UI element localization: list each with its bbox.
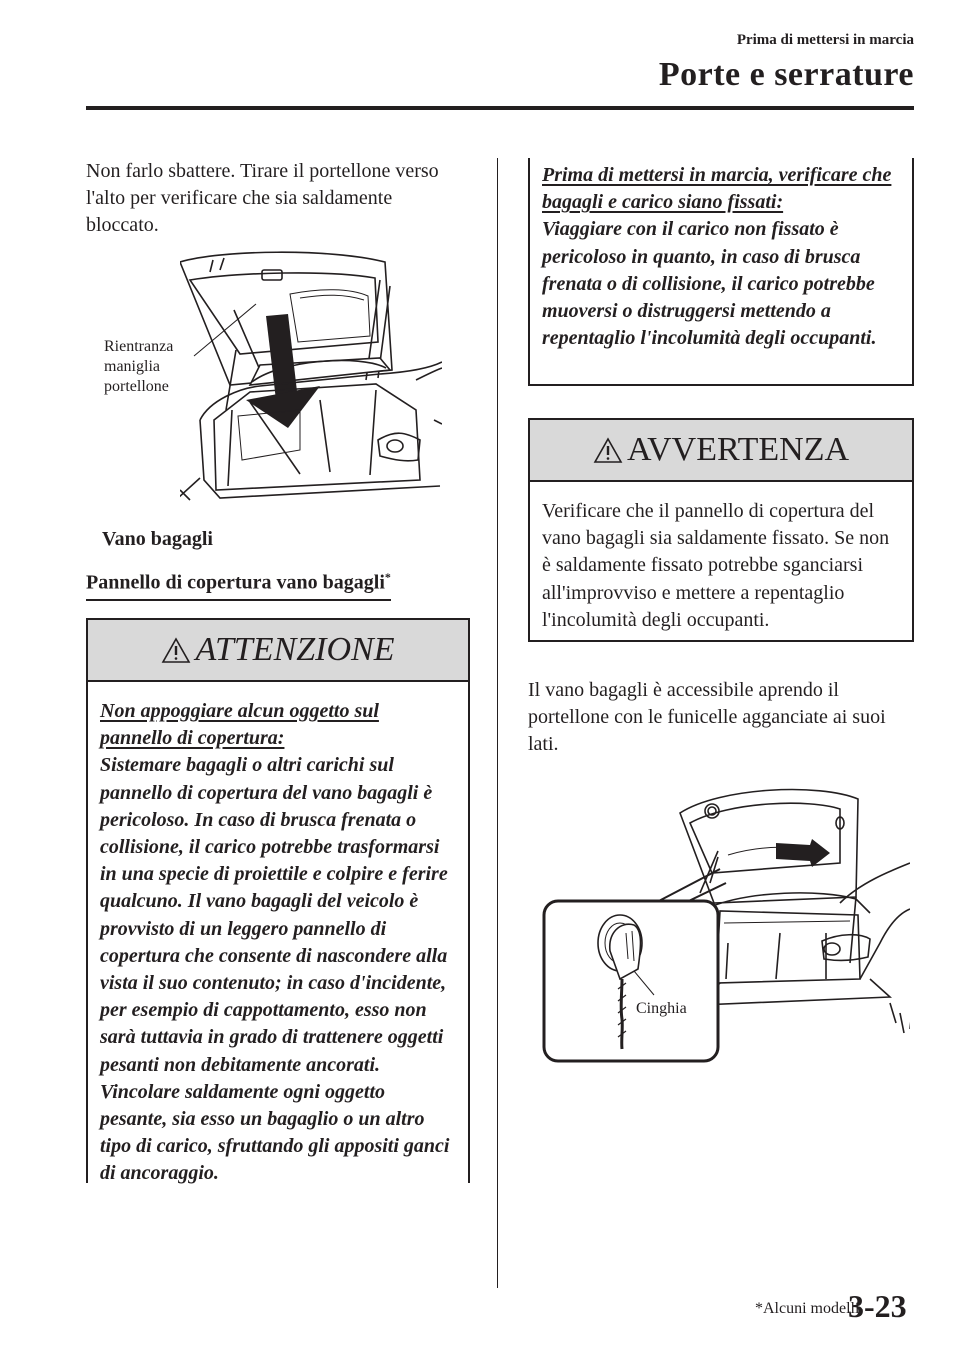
caution-title: ATTENZIONE: [195, 631, 395, 668]
footnote: *Alcuni modelli.: [755, 1300, 864, 1317]
label-line: portellone: [104, 378, 169, 395]
page-number: 3-23: [848, 1288, 907, 1324]
warning-title: AVVERTENZA: [626, 431, 850, 468]
liftgate-strap-illustration: [540, 783, 910, 1065]
label-leader-line: [190, 300, 260, 360]
warning-text: Verificare che il pannello di copertura del vano bagagli sia saldamente fissato. Se non è saldamente fissato potrebbe sganciarsi all'improvviso e mettere a repentaglio l'incolumità degli occupanti.: [542, 500, 890, 631]
page-title: Porte e serrature: [658, 56, 914, 93]
subheading: [86, 570, 391, 601]
warning-triangle-icon: [593, 436, 623, 464]
label-line: maniglia: [104, 358, 160, 375]
caution-text: Sistemare bagagli o altri carichi sul pannello di copertura del vano bagagli è pericoloso. In caso di brusca frenata o collisione, il carico potrebbe trasformarsi in una specie di proiettile e colpire e ferire qualcuno. Il vano bagagli del veicolo è provvisto di un leggero pannello di copertura che consente di nascondere alla vista il suo contenuto; in caso d'incidente, per esempio di cappottamento, esso non sarà tuttavia in grado di trattenere oggetti pesanti non debitamente ancorati. Vincolare saldamente ogni oggetto pesante, sia esso un bagaglio o un altro tipo di carico, sfruttando gli appositi ganci di ancoraggio.: [100, 754, 450, 1185]
figure-label-handle-recess: [104, 337, 173, 397]
warning-body: [530, 482, 912, 644]
intro-paragraph: Non farlo sbattere. Tirare il portellone verso l'alto per verificare che sia saldamente bloccato.: [86, 160, 439, 236]
continued-text: Viaggiare con il carico non fissato è pericoloso in quanto, in caso di brusca frenata o di collisione, il carico potrebbe muoversi o distruggersi mettendo a repentaglio l'incolumità degli occupanti.: [542, 218, 877, 350]
warning-triangle-icon: [161, 636, 191, 664]
caution-box: [86, 618, 470, 1183]
caution-body: [88, 682, 468, 1200]
caution-heading: Non appoggiare alcun oggetto sul pannello di copertura:: [100, 700, 379, 750]
continued-heading: Prima di mettersi in marcia, verificare che bagagli e carico siano fissati:: [542, 164, 892, 214]
caution-header: [88, 620, 468, 682]
figure-label-strap: Cinghia: [636, 1000, 687, 1017]
header-rule: [86, 106, 914, 110]
warning-box: [528, 418, 914, 642]
optional-mark: *: [384, 570, 391, 584]
caution-continued-box: [528, 158, 914, 386]
figure-caption: Vano bagagli: [102, 528, 213, 550]
label-line: Rientranza: [104, 338, 174, 355]
section-title: Prima di mettersi in marcia: [736, 32, 914, 48]
warning-header: [530, 420, 912, 482]
subheading-text: Pannello di copertura vano bagagli: [86, 571, 385, 594]
cargo-access-paragraph: Il vano bagagli è accessibile aprendo il portellone con le funicelle agganciate ai suoi lati.: [528, 679, 886, 755]
liftgate-closing-illustration: [180, 250, 442, 508]
column-divider: [497, 158, 498, 1288]
